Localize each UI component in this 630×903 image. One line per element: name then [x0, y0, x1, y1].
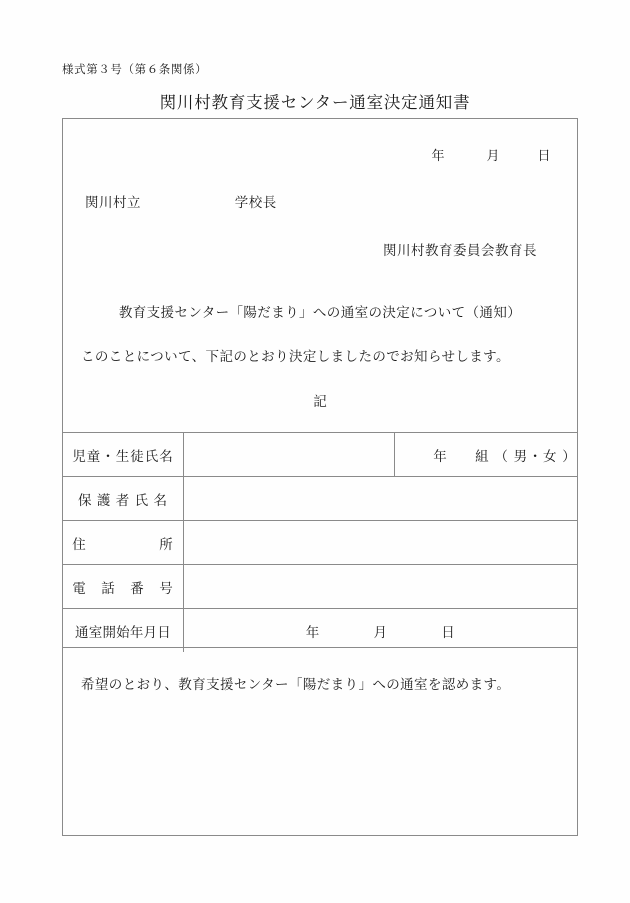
body-paragraph: このことについて、下記のとおり決定しましたのでお知らせします。 — [81, 349, 510, 364]
issue-date-year: 年 — [431, 148, 445, 163]
preamble-section — [63, 119, 577, 432]
row-value-start-date[interactable] — [184, 609, 578, 653]
addressee-prefix: 関川村立 — [85, 195, 141, 210]
start-date-year: 年 — [305, 624, 320, 640]
table-row — [63, 565, 577, 609]
row-label-guardian-name: 保 護 者 氏 名 — [63, 477, 184, 521]
row-label-student-name: 児童・生徒氏名 — [63, 433, 184, 477]
table-row — [63, 609, 577, 653]
class-label: 組 — [475, 448, 490, 464]
table-row — [63, 433, 577, 477]
row-label-start-date: 通室開始年月日 — [63, 609, 184, 653]
document-frame — [62, 118, 578, 836]
decision-note-section — [63, 647, 577, 836]
gender-label: （ 男・女 ） — [494, 448, 577, 464]
row-value-address[interactable] — [184, 521, 578, 565]
row-value-grade-class-gender[interactable] — [395, 433, 578, 477]
issue-date-month: 月 — [486, 148, 500, 163]
row-label-address: 住 所 — [63, 521, 184, 565]
row-value-guardian-name[interactable] — [184, 477, 578, 521]
page-title: 関川村教育支援センター通室決定通知書 — [159, 93, 471, 112]
details-table — [63, 432, 577, 652]
row-value-phone-number[interactable] — [184, 565, 578, 609]
addressee-suffix: 学校長 — [234, 195, 277, 210]
row-label-phone-number: 電 話 番 号 — [63, 565, 184, 609]
table-row — [63, 521, 577, 565]
start-date-month: 月 — [373, 624, 388, 640]
issue-date-day: 日 — [537, 148, 551, 163]
start-date-day: 日 — [441, 624, 456, 640]
decision-note-text: 希望のとおり、教育支援センター「陽だまり」への通室を認めます。 — [81, 677, 511, 692]
row-value-student-name[interactable] — [184, 433, 395, 477]
addressee-line — [85, 191, 277, 211]
subject-line: 教育支援センター「陽だまり」への通室の決定について（通知） — [118, 305, 522, 320]
ki-marker: 記 — [313, 394, 327, 409]
form-number: 様式第３号（第６条関係） — [62, 64, 208, 76]
table-row — [63, 477, 577, 521]
grade-year-label: 年 — [433, 448, 448, 464]
issue-date-line — [431, 145, 551, 164]
issuer-line: 関川村教育委員会教育長 — [383, 243, 537, 258]
